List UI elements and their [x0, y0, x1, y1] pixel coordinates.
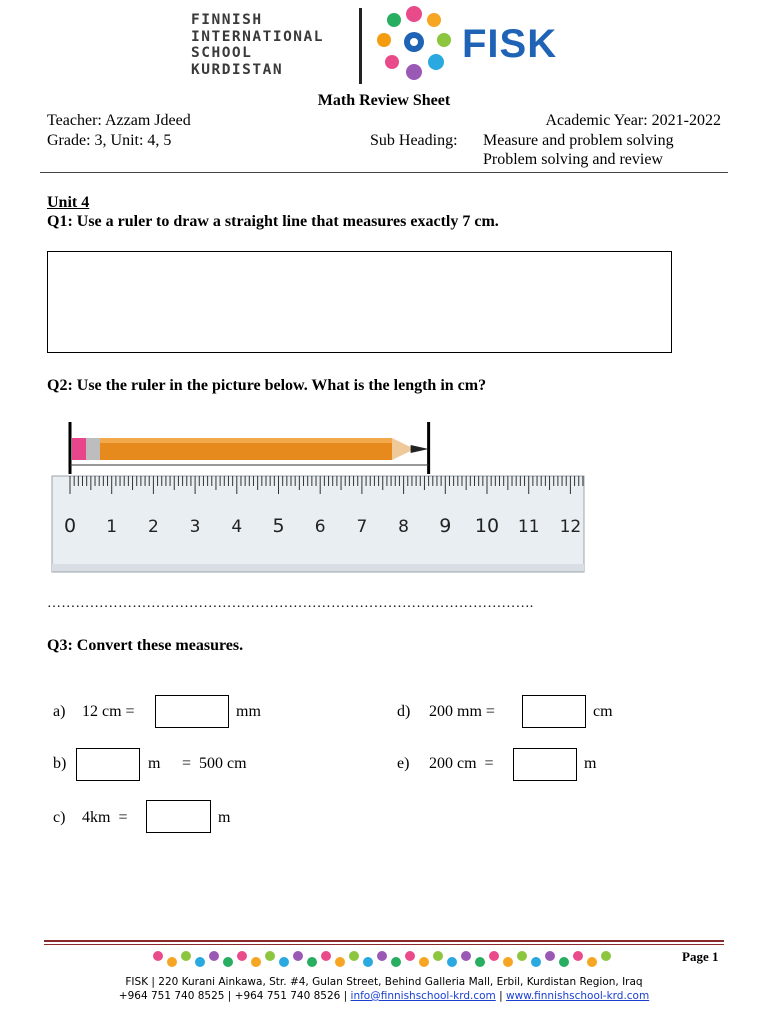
- ruler-number: 7: [356, 517, 368, 537]
- ruler-number: 12: [559, 517, 582, 537]
- item-e-label: e): [397, 755, 410, 772]
- pencil-body-highlight: [100, 438, 392, 443]
- footer-separator: |: [495, 990, 507, 1002]
- item-b-rhs: = 500 cm: [182, 755, 247, 772]
- pencil: [70, 422, 429, 474]
- item-e-answer-box[interactable]: [513, 748, 577, 781]
- band-dot: [475, 957, 485, 967]
- ruler-number: 5: [272, 515, 285, 537]
- ruler-number: 2: [147, 517, 159, 537]
- band-dot: [293, 951, 303, 961]
- ruler-number: 1: [106, 517, 118, 537]
- unit-heading: Unit 4: [47, 194, 90, 211]
- band-dot: [181, 951, 191, 961]
- item-c-label: c): [53, 809, 66, 826]
- band-dot: [433, 951, 443, 961]
- band-dot: [167, 957, 177, 967]
- ruler-number: 6: [314, 517, 326, 537]
- header-rule: [40, 172, 728, 173]
- band-dot: [153, 951, 163, 961]
- item-b-label: b): [53, 755, 67, 772]
- item-a-label: a): [53, 703, 66, 720]
- band-dot: [601, 951, 611, 961]
- ruler-number: 8: [398, 517, 410, 537]
- footer-rule: [44, 940, 724, 942]
- band-dot: [559, 957, 569, 967]
- grade-line: Grade: 3, Unit: 4, 5: [47, 132, 172, 149]
- band-dot: [209, 951, 219, 961]
- band-dot: [489, 951, 499, 961]
- sub-heading-label: Sub Heading:: [370, 132, 458, 149]
- teacher-line: Teacher: Azzam Jdeed: [47, 112, 191, 129]
- sub-heading-2: Problem solving and review: [483, 151, 663, 168]
- item-a-unit: mm: [236, 703, 261, 720]
- academic-year: Academic Year: 2021-2022: [545, 112, 721, 129]
- item-d-answer-box[interactable]: [522, 695, 586, 728]
- band-dot: [363, 957, 373, 967]
- band-dot: [531, 957, 541, 967]
- footer-phones: +964 751 740 8525 | +964 751 740 8526 |: [118, 990, 351, 1002]
- fisk-logo-icon: [372, 4, 456, 84]
- band-dot: [321, 951, 331, 961]
- band-dot: [195, 957, 205, 967]
- ruler-number: 4: [231, 517, 243, 537]
- pencil-lead: [411, 445, 429, 453]
- band-dot: [279, 957, 289, 967]
- school-name: [191, 12, 324, 78]
- band-dot: [237, 951, 247, 961]
- pencil-ferrule: [86, 438, 100, 460]
- ruler-figure: [48, 418, 588, 578]
- answer-dotted-line: ………………………………………………………………………………………….: [47, 596, 534, 611]
- school-name-line: SCHOOL: [191, 45, 253, 61]
- ruler-number: 0: [63, 515, 77, 537]
- footer-contact: [0, 990, 768, 1002]
- page-number: Page 1: [682, 949, 719, 964]
- school-name-line: FINNISH: [191, 12, 263, 28]
- school-name-line: KURDISTAN: [191, 61, 284, 78]
- band-dot: [251, 957, 261, 967]
- band-dot: [307, 957, 317, 967]
- page-title: Math Review Sheet: [317, 92, 451, 109]
- item-d-label: d): [397, 703, 411, 720]
- band-dot: [391, 957, 401, 967]
- band-dot: [573, 951, 583, 961]
- item-d-unit: cm: [593, 703, 613, 720]
- question-1: Q1: Use a ruler to draw a straight line that measures exactly 7 cm.: [47, 213, 499, 230]
- sub-heading-1: Measure and problem solving: [483, 132, 674, 149]
- band-dot: [377, 951, 387, 961]
- band-dot: [503, 957, 513, 967]
- item-d-lhs: 200 mm =: [429, 703, 495, 720]
- school-name-line: INTERNATIONAL: [191, 28, 324, 45]
- logo-text: FISK: [462, 22, 558, 66]
- item-c-answer-box[interactable]: [146, 800, 211, 833]
- decorative-logo-band: [150, 946, 620, 974]
- pencil-eraser: [72, 438, 86, 460]
- band-dot: [419, 957, 429, 967]
- item-a-lhs: 12 cm =: [82, 703, 135, 720]
- ruler-number: 11: [517, 517, 540, 537]
- band-dot: [461, 951, 471, 961]
- band-dot: [405, 951, 415, 961]
- band-dot: [349, 951, 359, 961]
- band-dot: [265, 951, 275, 961]
- item-b-unit: m: [148, 755, 161, 772]
- footer-rule-thin: [44, 944, 724, 945]
- question-3: Q3: Convert these measures.: [47, 637, 244, 654]
- question-2: Q2: Use the ruler in the picture below. What is the length in cm?: [47, 377, 487, 394]
- item-b-answer-box[interactable]: [76, 748, 140, 781]
- footer-email-link[interactable]: info@finnishschool-krd.com: [350, 990, 496, 1002]
- footer-address: FISK | 220 Kurani Ainkawa, Str. #4, Gulan Street, Behind Galleria Mall, Erbil, Kurdistan Region, Iraq: [125, 976, 643, 988]
- band-dot: [447, 957, 457, 967]
- q1-answer-box[interactable]: [47, 251, 672, 353]
- item-c-lhs: 4km =: [82, 809, 128, 826]
- ruler-number: 3: [189, 517, 201, 537]
- header-divider: [359, 8, 362, 84]
- band-dot: [335, 957, 345, 967]
- band-dot: [545, 951, 555, 961]
- ruler-number: 9: [439, 515, 452, 537]
- band-dot: [587, 957, 597, 967]
- item-e-unit: m: [584, 755, 597, 772]
- item-e-lhs: 200 cm =: [429, 755, 494, 772]
- band-dot: [517, 951, 527, 961]
- ruler-number: 10: [474, 515, 500, 537]
- footer-website-link[interactable]: www.finnishschool-krd.com: [506, 990, 650, 1002]
- item-a-answer-box[interactable]: [155, 695, 229, 728]
- band-dot: [223, 957, 233, 967]
- item-c-unit: m: [218, 809, 231, 826]
